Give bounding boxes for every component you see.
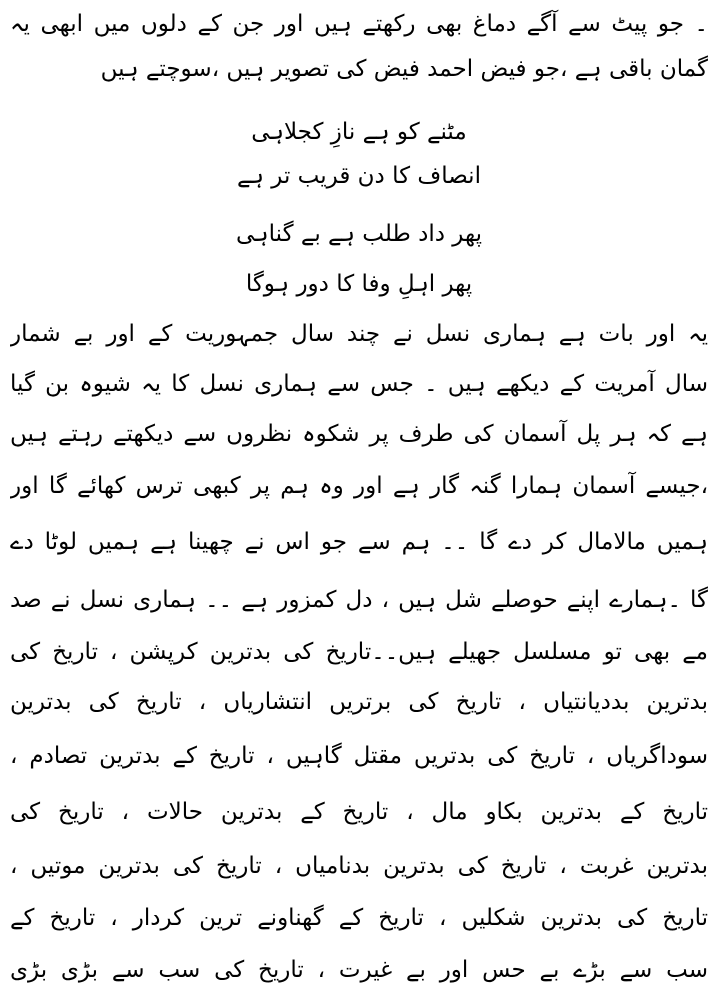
text-line-body-4: ،جیسے آسمان ہمارا گنہ گار ہے اور وہ ہم پر کبھی ترس کھائے گا اور — [10, 473, 708, 499]
verse-line-4: پھر اہلِ وفا کا دور ہوگا — [245, 271, 473, 297]
text-line-body-1: یہ اور بات ہے ہماری نسل نے چند سال جمہوریت کے اور بے شمار — [10, 321, 708, 347]
text-line-body-10: تاریخ کے بدترین بکاو مال ، تاریخ کے بدترین حالات ، تاریخ کی — [10, 799, 708, 825]
text-line-body-11: بدترین غربت ، تاریخ کی بدترین بدنامیاں ، تاریخ کی بدترین موتیں ، — [10, 853, 708, 879]
text-line-body-3: ہے کہ ہر پل آسمان کی طرف پر شکوہ نظروں سے دیکھتے رہتے ہیں — [10, 421, 708, 447]
text-line-body-2: سال آمریت کے دیکھے ہیں ۔ جس سے ہماری نسل کا یہ شیوہ بن گیا — [10, 371, 708, 397]
text-line-intro-2: گمان باقی ہے ،جو فیض احمد فیض کی تصویر ہیں ،سوچتے ہیں — [100, 56, 708, 82]
verse-line-1: مٹنے کو ہے نازِ کجلاہی — [251, 119, 467, 145]
text-line-body-6: گا ۔ہمارے اپنے حوصلے شل ہیں ، دل کمزور ہے ۔۔ ہماری نسل نے صد — [10, 587, 708, 613]
text-line-body-12: تاریخ کی بدترین شکلیں ، تاریخ کے گھناونے ترین کردار ، تاریخ کے — [10, 905, 708, 931]
verse-line-3: پھر داد طلب ہے بے گناہی — [235, 221, 482, 247]
text-line-body-13: سب سے بڑے بے حس اور بے غیرت ، تاریخ کی سب سے بڑی بڑی — [10, 957, 708, 983]
verse-line-2: انصاف کا دن قریب تر ہے — [237, 163, 481, 189]
text-line-body-8: بدترین بددیانتیاں ، تاریخ کی برتریں انتشاریاں ، تاریخ کی بدترین — [10, 689, 708, 715]
text-line-body-7: مے بھی تو مسلسل جھیلے ہیں۔۔تاریخ کی بدترین کرپشن ، تاریخ کی — [10, 639, 708, 665]
text-line-intro-1: ۔ جو پیٹ سے آگے دماغ بھی رکھتے ہیں اور جن کے دلوں میں ابھی یہ — [10, 11, 708, 37]
text-line-body-5: ہمیں مالامال کر دے گا ۔۔ ہم سے جو اس نے چھینا ہے ہمیں لوٹا دے — [10, 529, 708, 555]
text-line-body-9: سوداگریاں ، تاریخ کی بدتریں مقتل گاہیں ، تاریخ کے بدترین تصادم ، — [10, 743, 708, 769]
